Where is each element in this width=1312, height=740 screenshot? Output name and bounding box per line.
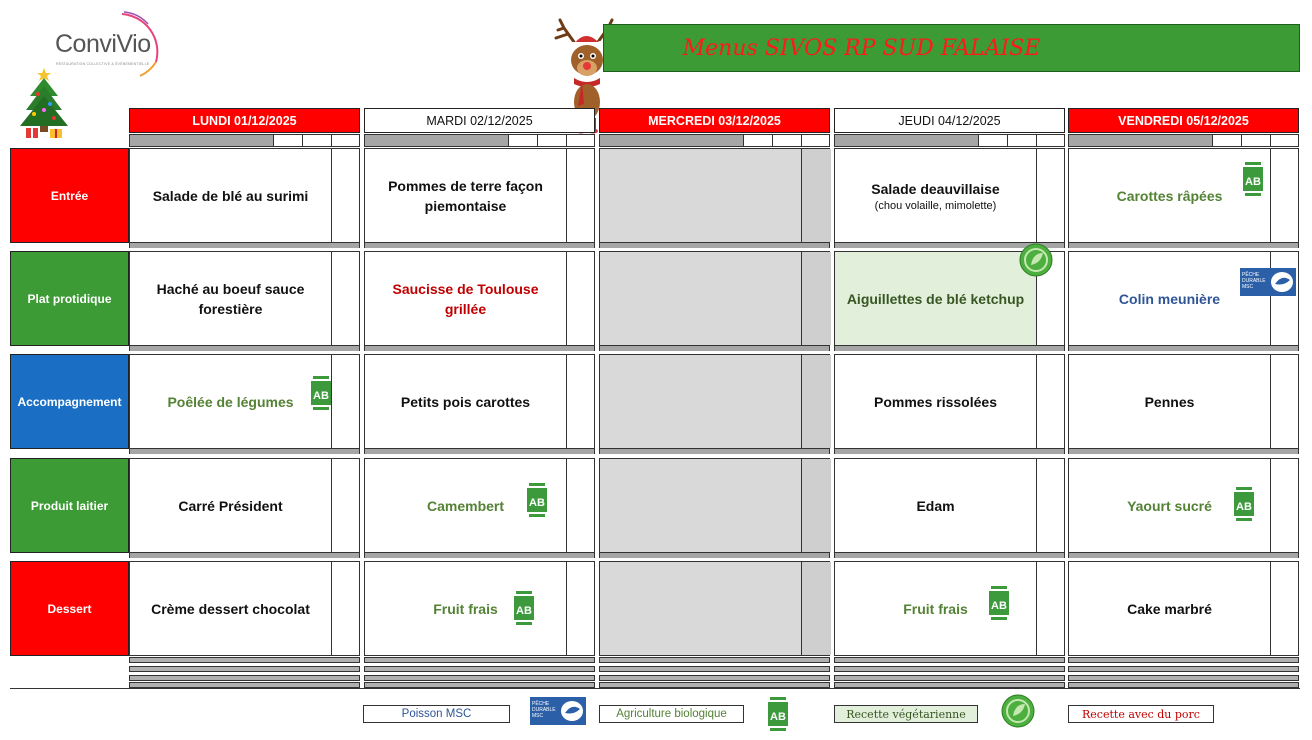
day-header-vendredi: VENDREDI 05/12/2025 <box>1068 108 1299 133</box>
ab-bio-icon <box>527 482 547 520</box>
msc-text: DURABLE <box>1242 278 1266 284</box>
menu-cell <box>834 561 1065 656</box>
brand-tagline: RESTAURATION COLLECTIVE & ÉVÈNEMENTIELLE <box>56 62 150 66</box>
ab-bio-icon <box>1243 161 1263 199</box>
dish-name: Colin meunière <box>1118 290 1221 307</box>
ab-bio-icon <box>514 590 534 628</box>
menu-cell <box>364 251 595 346</box>
msc-text: DURABLE <box>532 707 556 713</box>
dish-name: Saucisse de Toulouse <box>392 280 539 297</box>
row-separator <box>599 346 830 351</box>
row-separator <box>834 553 1065 558</box>
footer-bar <box>834 657 1065 663</box>
dish-name: Fruit frais <box>433 600 498 617</box>
footer-bar <box>364 666 595 672</box>
footer-bar <box>599 675 830 681</box>
dish-name: Petits pois carottes <box>400 393 531 410</box>
footer-bar <box>129 657 360 663</box>
menu-cell <box>129 251 360 346</box>
ab-text: AB <box>516 605 532 617</box>
row-separator <box>1068 346 1299 351</box>
menu-cell <box>364 354 595 449</box>
row-separator <box>834 346 1065 351</box>
dish-name: forestière <box>198 300 263 317</box>
ab-text: AB <box>1245 176 1261 188</box>
dish-name: Fruit frais <box>903 600 968 617</box>
ab-text: AB <box>529 497 545 509</box>
msc-text: MSC <box>1242 284 1254 290</box>
dish-name: Carottes râpées <box>1116 187 1223 204</box>
row-label-laitier: Produit laitier <box>10 458 129 553</box>
ab-bio-icon <box>1234 486 1254 524</box>
title-banner <box>603 24 1300 72</box>
menu-cell <box>834 354 1065 449</box>
dish-name: Camembert <box>426 497 505 514</box>
msc-text: PÊCHE <box>1242 272 1260 278</box>
dish-name: Haché au boeuf sauce <box>156 280 305 297</box>
menu-cell-empty <box>599 148 830 243</box>
dish-name: Poêlée de légumes <box>167 393 294 410</box>
legend-veg: Recette végétarienne <box>834 705 978 723</box>
menu-cell <box>1068 251 1299 346</box>
footer-bar <box>1068 666 1299 672</box>
row-separator <box>599 243 830 248</box>
menu-cell <box>834 458 1065 553</box>
vegetarian-icon <box>1001 694 1035 728</box>
dish-name: Yaourt sucré <box>1127 497 1212 514</box>
footer-bar <box>599 666 830 672</box>
dish-name: Salade deauvillaise <box>871 180 1000 197</box>
ab-bio-icon <box>768 696 788 734</box>
dish-name: Pommes de terre façon <box>388 177 543 194</box>
menu-cell <box>1068 354 1299 449</box>
row-separator <box>1068 449 1299 454</box>
row-separator <box>1068 243 1299 248</box>
dish-name: Carré Président <box>178 497 283 514</box>
day-subrow <box>129 134 360 147</box>
day-header-mardi: MARDI 02/12/2025 <box>364 108 595 133</box>
dish-name: Edam <box>916 497 955 514</box>
dish-name: Salade de blé au surimi <box>152 187 309 204</box>
menu-cell <box>364 148 595 243</box>
vegetarian-icon <box>1019 243 1053 277</box>
msc-text: MSC <box>532 713 544 719</box>
day-subrow <box>1068 134 1299 147</box>
dish-name: grillée <box>444 300 487 317</box>
footer-bar <box>364 675 595 681</box>
menu-cell-empty <box>599 251 830 346</box>
dish-name: Pennes <box>1144 393 1195 410</box>
footer-bar <box>1068 675 1299 681</box>
legend-bio: Agriculture biologique <box>599 705 744 723</box>
row-separator <box>834 449 1065 454</box>
day-subrow <box>834 134 1065 147</box>
row-label-accompagnement: Accompagnement <box>10 354 129 449</box>
menu-cell <box>129 458 360 553</box>
row-separator <box>364 346 595 351</box>
dish-name: Pommes rissolées <box>874 393 997 410</box>
footer-divider <box>10 688 1300 689</box>
row-separator <box>364 553 595 558</box>
ab-text: AB <box>313 390 329 402</box>
footer-bar <box>129 675 360 681</box>
dish-name: Aiguillettes de blé ketchup <box>846 290 1025 307</box>
menu-cell <box>1068 458 1299 553</box>
dish-name: Crème dessert chocolat <box>151 600 310 617</box>
footer-bar <box>364 657 595 663</box>
day-subrow <box>599 134 830 147</box>
menu-cell <box>129 561 360 656</box>
row-label-dessert: Dessert <box>10 561 129 656</box>
row-label-entree: Entrée <box>10 148 129 243</box>
ab-text: AB <box>1236 501 1252 513</box>
menu-cell <box>364 561 595 656</box>
footer-bar <box>599 657 830 663</box>
page-title: Menus SIVOS RP SUD FALAISE <box>682 35 1041 61</box>
row-separator <box>599 553 830 558</box>
menu-cell-empty <box>599 458 830 553</box>
menu-cell <box>1068 148 1299 243</box>
footer-bar <box>1068 657 1299 663</box>
ab-bio-icon <box>989 585 1009 623</box>
brand-name: ConviVio <box>55 30 151 58</box>
row-separator <box>129 553 360 558</box>
footer-bar <box>834 675 1065 681</box>
menu-cell <box>129 148 360 243</box>
legend-porc: Recette avec du porc <box>1068 705 1214 723</box>
menu-cell <box>1068 561 1299 656</box>
footer-bar <box>129 666 360 672</box>
legend-msc: Poisson MSC <box>363 705 510 723</box>
dish-name: piemontaise <box>424 197 507 214</box>
day-header-jeudi: JEUDI 04/12/2025 <box>834 108 1065 133</box>
menu-cell <box>834 148 1065 243</box>
row-separator <box>1068 553 1299 558</box>
dish-detail: (chou volaille, mimolette) <box>874 199 997 212</box>
row-separator <box>129 243 360 248</box>
msc-fish-icon <box>1240 268 1296 296</box>
msc-text: PÊCHE <box>532 701 550 707</box>
row-separator <box>364 449 595 454</box>
row-separator <box>129 449 360 454</box>
day-header-mercredi: MERCREDI 03/12/2025 <box>599 108 830 133</box>
msc-fish-icon <box>530 697 586 725</box>
day-header-lundi: LUNDI 01/12/2025 <box>129 108 360 133</box>
christmas-tree-icon <box>16 66 72 140</box>
ab-bio-icon <box>311 375 331 413</box>
row-label-plat: Plat protidique <box>10 251 129 346</box>
menu-cell <box>364 458 595 553</box>
ab-text: AB <box>770 711 786 723</box>
row-separator <box>599 449 830 454</box>
row-separator <box>364 243 595 248</box>
row-separator <box>129 346 360 351</box>
dish-name: Cake marbré <box>1127 600 1212 617</box>
menu-cell-empty <box>599 561 830 656</box>
menu-cell-empty <box>599 354 830 449</box>
ab-text: AB <box>991 600 1007 612</box>
footer-bar <box>834 666 1065 672</box>
day-subrow <box>364 134 595 147</box>
